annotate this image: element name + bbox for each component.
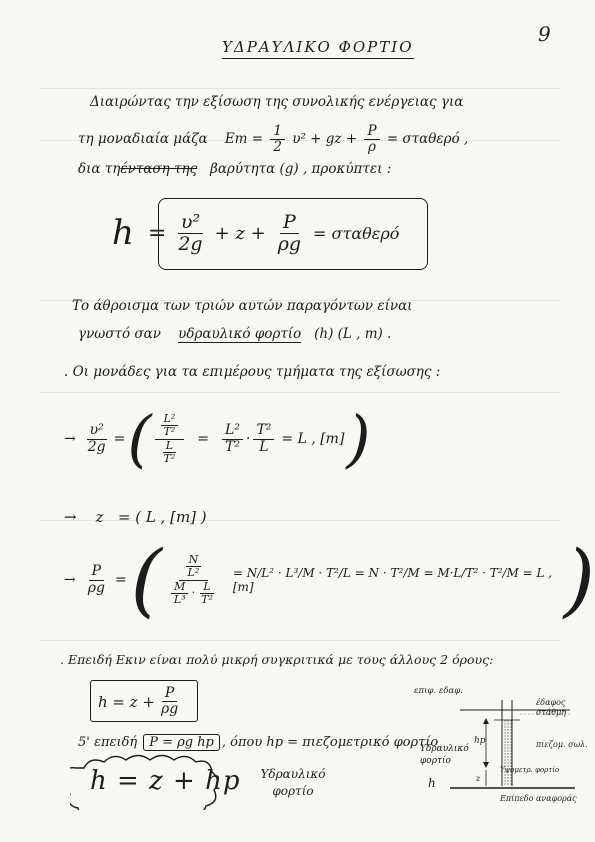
- rho-den: ρ: [368, 138, 376, 155]
- u1-result: = L , [m]: [281, 431, 345, 447]
- para2-line1: Το άθροισμα των τριών αυτών παραγόντων είναι: [72, 298, 413, 314]
- para4: [78, 734, 438, 751]
- u3-b2-num: L: [200, 581, 213, 594]
- u3-den: ρg: [87, 579, 105, 596]
- pressure-num: P: [280, 212, 299, 234]
- para2-line2-b: (h) (L , m) .: [314, 326, 392, 342]
- u1-d-num: T²: [253, 423, 274, 439]
- arrow-icon: →: [64, 431, 76, 447]
- small-eq-lhs: h = z +: [98, 692, 156, 711]
- diagram-label-dikt: Υψομετρ. φορτίο: [500, 766, 560, 774]
- u3-chain: = N/L² · L³/M · T²/L = N · T²/M = M·L/T² · T²/M = L , [m]: [232, 566, 553, 594]
- velocity-num: υ²: [178, 212, 203, 234]
- small-eq-num: P: [162, 686, 177, 702]
- diagram-label-surface: επιφ. εδαφ.: [414, 686, 463, 696]
- u1-a-num: L²: [161, 413, 179, 426]
- p-over-rho-fraction: [364, 124, 379, 155]
- units-intro: . Οι μονάδες για τα επιμέρους τμήματα της εξίσωσης :: [64, 364, 441, 380]
- p-num: P: [364, 124, 379, 140]
- diagram-label-h: h: [428, 776, 436, 790]
- para1-line3-b: βαρύτητα (g) , προκύπτει :: [210, 161, 392, 177]
- unit-velocity-row: → $\frac{\text{υ²}}{2g}$ = ( $\frac{\frac{\text{L²}}{\text{T²}}}{\frac{L}{\text{T²}}}$ = $\frac{\text{L²}}{\text{T²}}$ · $\frac{\text{T²}}{L}$ = L , [m] ): [64, 402, 371, 475]
- u3-a-num: N: [186, 554, 202, 567]
- u1-c-den: T²: [225, 438, 240, 455]
- u3-b2-den: T²: [201, 592, 213, 606]
- para1-line3-a: δια τη: [78, 161, 121, 177]
- diagram-label-ground: έδαφος στάθμη: [536, 698, 567, 717]
- final-equation: h = z + hp: [90, 766, 241, 796]
- u1-d-den: L: [259, 438, 269, 455]
- struck-text: ένταση της: [120, 161, 198, 177]
- u1-b-den: T²: [163, 451, 176, 465]
- arrow-icon: →: [64, 508, 77, 526]
- h-equation: h = $\frac{\text{υ²}}{2g}$ + z + $\frac{P}{\rho g}$ = σταθερό: [112, 211, 400, 255]
- u2-var: z: [95, 508, 104, 526]
- energy-rhs: = σταθερό ,: [386, 130, 469, 147]
- h-symbol: h: [112, 213, 134, 254]
- h-plus-z: + z +: [214, 222, 266, 244]
- small-equation: [98, 686, 184, 718]
- diagram-label-hydraulic: Υδραυλικό φορτίο: [420, 744, 469, 766]
- u1-a-den: T²: [163, 425, 176, 439]
- para1-line2-text: τη μοναδιαία μάζα: [78, 130, 208, 147]
- u1-num: υ²: [87, 423, 107, 439]
- u3-a-den: L²: [187, 566, 200, 580]
- diagram-label-datum: Επίπεδο αναφοράς: [500, 794, 577, 803]
- page-title: ΥΔΡΑΥΛΙΚΟ ΦΟΡΤΙΟ: [222, 38, 414, 59]
- u3-b-den: L³: [173, 592, 186, 606]
- u3-compound-fraction: $\frac{N}{\text{L²}}$ $\frac{M}{\text{L³}}$ · $\frac{L}{\text{T²}}$: [165, 554, 222, 605]
- half-fraction: [270, 124, 285, 155]
- para3: . Επειδή Εκιν είναι πολύ μικρή συγκριτικά με τους άλλους 2 όρους:: [60, 652, 494, 667]
- energy-lhs: Em =: [224, 130, 264, 147]
- u1-c-num: L²: [222, 423, 243, 439]
- para2-line2: [78, 328, 391, 342]
- u1-den: 2g: [87, 438, 106, 455]
- pressure-head-fraction: [275, 212, 304, 255]
- half-num: 1: [270, 124, 285, 140]
- velocity-den: 2g: [178, 232, 203, 255]
- para1-line2: [78, 124, 468, 155]
- diagram-label-piezo: πιεζομ. σωλ.: [536, 740, 588, 749]
- para1-line1: Διαιρώντας την εξίσωση της συνολικής ενέργειας για: [90, 94, 464, 110]
- unit-elevation-row: [64, 508, 207, 526]
- para4-prefix: 5' επειδή: [78, 735, 138, 750]
- h-rhs: = σταθερό: [313, 223, 400, 243]
- pressure-relation-box: P = ρg hp: [143, 734, 220, 751]
- para4-suffix: , όπου hp = πιεζομετρικό φορτίο: [221, 735, 439, 750]
- page-number: 9: [538, 22, 551, 46]
- energy-mid: υ² + gz +: [292, 130, 358, 147]
- pressure-den: ρg: [277, 232, 302, 255]
- diagram-label-z: z: [476, 774, 481, 783]
- u3-num: P: [89, 564, 104, 580]
- diagram-label-hp: hp: [474, 736, 486, 746]
- velocity-head-fraction: [175, 212, 205, 255]
- u2-result: = ( L , [m] ): [117, 508, 207, 526]
- hydraulic-head-term: υδραυλικό φορτίο: [178, 326, 302, 342]
- small-eq-den: ρg: [161, 701, 179, 718]
- u1-b-num: L: [163, 440, 176, 453]
- u3-b-num: M: [171, 581, 188, 594]
- half-den: 2: [273, 138, 282, 155]
- u1-compound-fraction: [155, 413, 185, 464]
- para1-line3: [78, 163, 391, 177]
- para2-line2-a: γνωστό σαν: [78, 326, 161, 342]
- unit-pressure-row: → $\frac{P}{\rho g}$ = ( $\frac{N}{\text{L²}}$ $\frac{M}{\text{L³}}$ · $\frac{L}{\text{T²}}$ = N/L² · L³/M · T²/L = N · T²/M = M·L/T² · T²/M = L , [m] ): [64, 533, 595, 626]
- arrow-icon: →: [64, 572, 76, 588]
- final-label: Υδραυλικό φορτίο: [260, 767, 326, 798]
